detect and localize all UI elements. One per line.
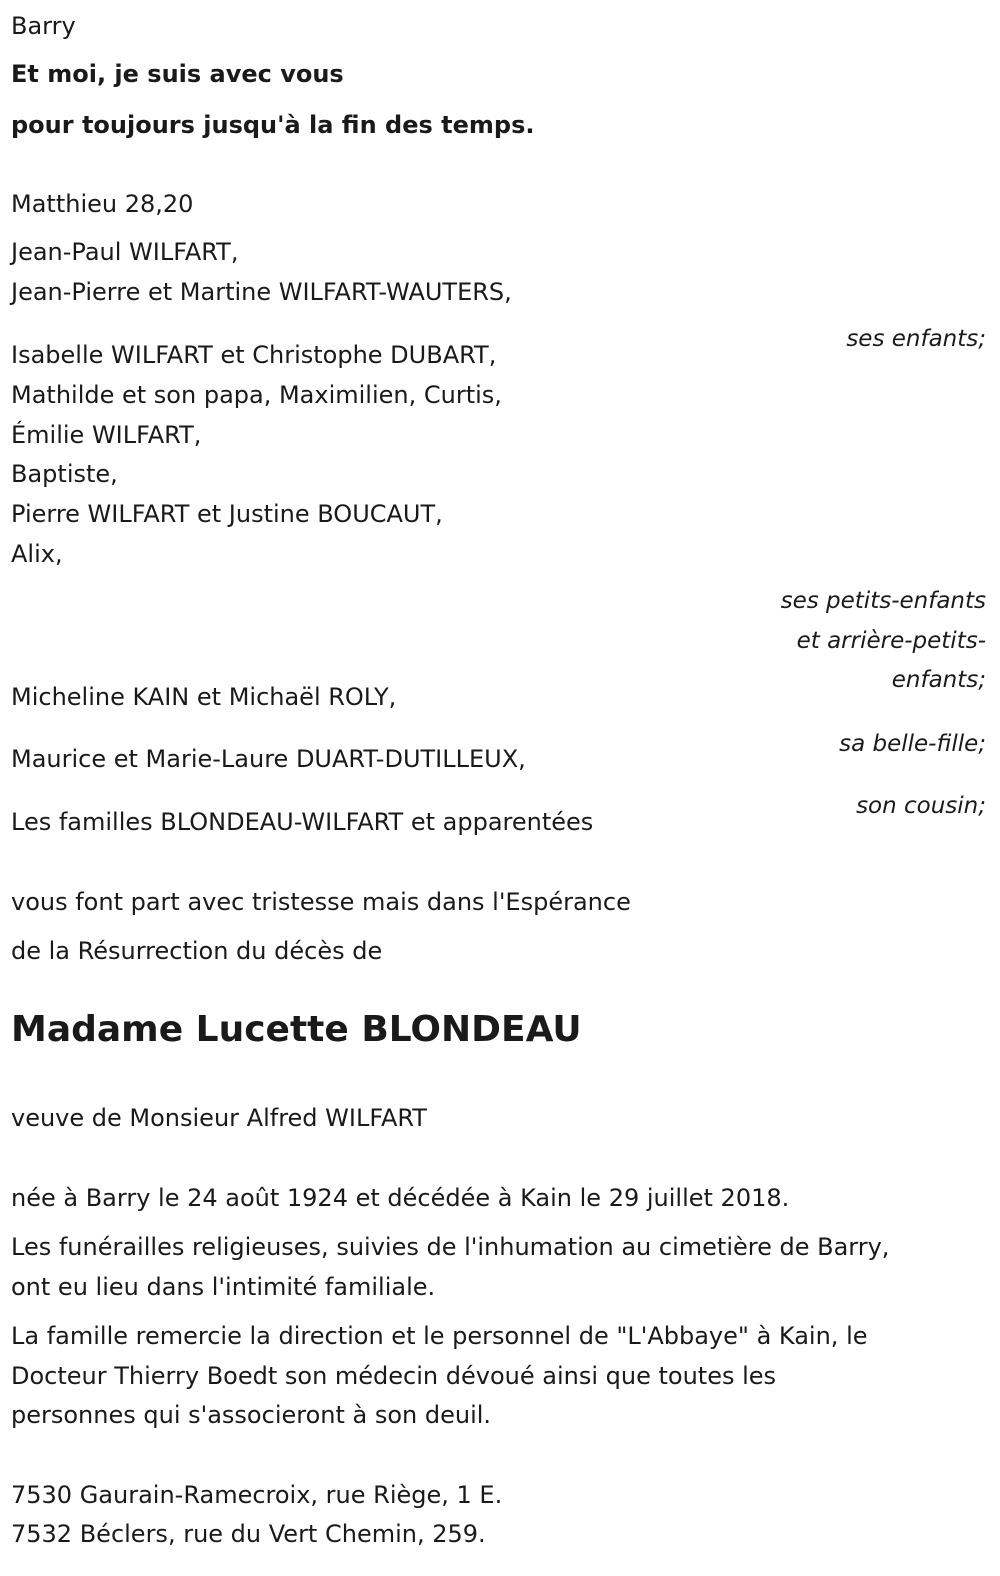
grandchild-name-6: Alix, xyxy=(11,540,63,568)
daughter-in-law-name: Micheline KAIN et Michaël ROLY, xyxy=(11,683,397,711)
deceased-name: Madame Lucette BLONDEAU xyxy=(11,1009,582,1050)
grandchild-name-5: Pierre WILFART et Justine BOUCAUT, xyxy=(11,500,443,528)
announcement-line-2: de la Résurrection du décès de xyxy=(11,937,383,965)
grandchildren-role-line-1: ses petits-enfants xyxy=(780,588,986,614)
cousin-name: Maurice et Marie-Laure DUART-DUTILLEUX, xyxy=(11,745,526,773)
address-1: 7530 Gaurain-Ramecroix, rue Riège, 1 E. xyxy=(11,1481,503,1509)
funeral-line-1: Les funérailles religieuses, suivies de l'inhumation au cimetière de Barry, xyxy=(11,1233,890,1261)
grandchild-name-3: Émilie WILFART, xyxy=(11,421,202,449)
location-text: Barry xyxy=(11,12,76,40)
announcement-line-1: vous font part avec tristesse mais dans l'Espérance xyxy=(11,888,631,916)
grandchild-name-2: Mathilde et son papa, Maximilien, Curtis, xyxy=(11,381,502,409)
grandchild-name-1: Isabelle WILFART et Christophe DUBART, xyxy=(11,341,497,369)
child-name-1: Jean-Paul WILFART, xyxy=(11,238,239,266)
thanks-line-3: personnes qui s'associeront à son deuil. xyxy=(11,1401,492,1429)
address-2: 7532 Béclers, rue du Vert Chemin, 259. xyxy=(11,1520,486,1548)
thanks-line-2: Docteur Thierry Boedt son médecin dévoué ainsi que toutes les xyxy=(11,1362,777,1390)
verse-line-2: pour toujours jusqu'à la fin des temps. xyxy=(11,111,535,139)
widow-of-text: veuve de Monsieur Alfred WILFART xyxy=(11,1104,427,1132)
daughter-in-law-role: sa belle-fille; xyxy=(839,731,986,757)
grandchild-name-4: Baptiste, xyxy=(11,460,118,488)
grandchildren-role-line-3: enfants; xyxy=(891,667,986,693)
cousin-role: son cousin; xyxy=(856,793,986,819)
verse-line-1: Et moi, je suis avec vous xyxy=(11,60,344,88)
child-name-2: Jean-Pierre et Martine WILFART-WAUTERS, xyxy=(11,278,512,306)
children-role: ses enfants; xyxy=(846,326,986,352)
verse-reference: Matthieu 28,20 xyxy=(11,190,194,218)
families-text: Les familles BLONDEAU-WILFART et apparentées xyxy=(11,808,594,836)
grandchildren-role-line-2: et arrière-petits- xyxy=(796,628,986,654)
funeral-line-2: ont eu lieu dans l'intimité familiale. xyxy=(11,1273,436,1301)
birth-death-dates: née à Barry le 24 août 1924 et décédée à Kain le 29 juillet 2018. xyxy=(11,1184,790,1212)
thanks-line-1: La famille remercie la direction et le personnel de "L'Abbaye" à Kain, le xyxy=(11,1322,868,1350)
